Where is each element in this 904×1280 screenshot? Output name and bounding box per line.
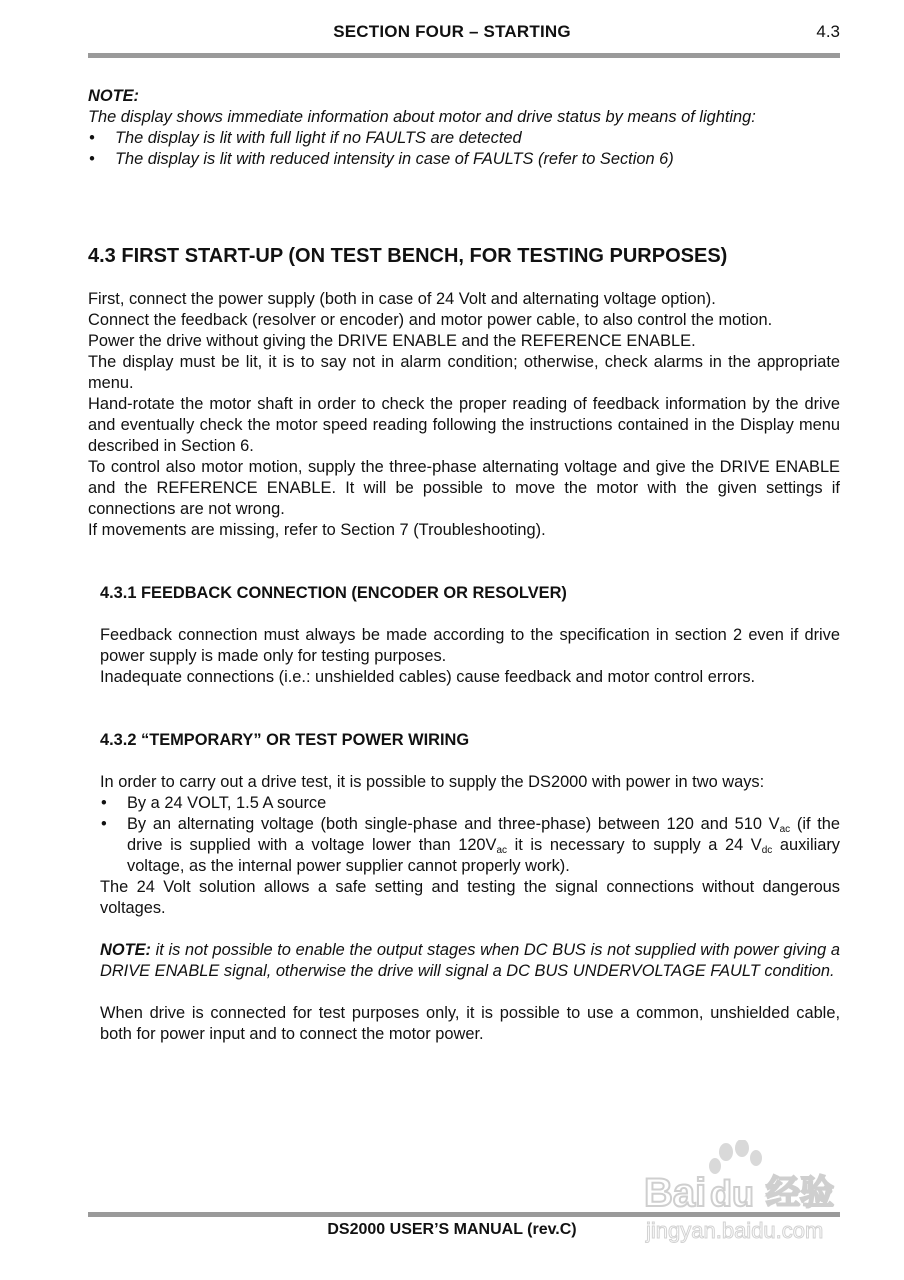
bullet-text: auxiliary voltage, as the internal power supplier cannot properly work). — [127, 836, 840, 875]
note-bullet: • The display is lit with reduced intensity in case of FAULTS (refer to Section 6) — [88, 149, 840, 170]
subscript: ac — [496, 845, 508, 856]
note-label: NOTE: — [88, 87, 139, 105]
subsection-heading-4-3-2: 4.3.2 “TEMPORARY” OR TEST POWER WIRING — [100, 731, 470, 749]
bullet-text: it is necessary to supply a 24 V — [507, 836, 762, 854]
paragraph: To control also motor motion, supply the three-phase alternating voltage and give the DRIVE ENABLE and the REFERENCE ENABLE. It will be possible to move the motor with the given settings if connections are not wrong. — [88, 458, 840, 518]
note-bullet: • The display is lit with full light if no FAULTS are detected — [88, 128, 840, 149]
note-block — [88, 86, 840, 170]
paw-icon — [709, 1140, 762, 1174]
watermark-url: jingyan.baidu.com — [646, 1218, 824, 1243]
paragraph: Inadequate connections (i.e.: unshielded cables) cause feedback and motor control errors. — [100, 668, 756, 686]
subsection-4-3-1 — [88, 583, 840, 688]
watermark-brand-paw: du — [710, 1173, 754, 1214]
page-number: 4.3 — [816, 22, 840, 41]
page-footer: DS2000 USER’S MANUAL (rev.C) — [327, 1221, 577, 1238]
subscript: dc — [761, 845, 773, 856]
paragraph: The 24 Volt solution allows a safe setting and testing the signal connections without dangerous voltages. — [100, 878, 840, 917]
bullet-text: By an alternating voltage (both single-phase and three-phase) between 120 and 510 V — [127, 815, 780, 833]
paragraph: When drive is connected for test purposes only, it is possible to use a common, unshielded cable, both for power input and to connect the motor power. — [100, 1004, 840, 1043]
paragraph: First, connect the power supply (both in case of 24 Volt and alternating voltage option). — [88, 290, 716, 308]
header-rule — [88, 53, 840, 58]
note-bullet-list — [88, 128, 840, 170]
note-intro: The display shows immediate information about motor and drive status by means of lighting: — [88, 108, 756, 126]
paragraph: The display must be lit, it is to say not in alarm condition; otherwise, check alarms in the appropriate menu. — [88, 353, 840, 392]
power-options-list — [100, 793, 840, 877]
watermark-cn: 经验 — [766, 1173, 834, 1213]
note-paragraph — [100, 940, 840, 982]
paragraph: Connect the feedback (resolver or encoder) and motor power cable, to also control the motion. — [88, 311, 773, 329]
paragraph: In order to carry out a drive test, it is possible to supply the DS2000 with power in two ways: — [100, 773, 765, 791]
bullet-text: (if the drive is supplied with a voltage lower than 120V — [127, 815, 840, 854]
paragraph: Feedback connection must always be made according to the specification in section 2 even if drive power supply is made only for testing purposes. — [100, 626, 840, 665]
paragraph: If movements are missing, refer to Section 7 (Troubleshooting). — [88, 521, 546, 539]
baidu-watermark — [640, 1140, 852, 1250]
section-4-3-body — [88, 289, 840, 541]
page-content — [88, 86, 840, 1045]
paragraph: Power the drive without giving the DRIVE ENABLE and the REFERENCE ENABLE. — [88, 332, 696, 350]
subsection-heading-4-3-1: 4.3.1 FEEDBACK CONNECTION (ENCODER OR RESOLVER) — [100, 584, 567, 602]
subsection-4-3-1-body — [100, 625, 840, 688]
watermark-brand: Bai — [644, 1171, 707, 1215]
page-header-title: SECTION FOUR – STARTING — [333, 22, 571, 41]
note-text: it is not possible to enable the output stages when DC BUS is not supplied with power giving a DRIVE ENABLE signal, otherwise the drive will signal a DC BUS UNDERVOLTAGE FAULT condition. — [100, 941, 840, 980]
power-option-bullet: • By a 24 VOLT, 1.5 A source — [100, 793, 840, 814]
section-heading-4-3: 4.3 FIRST START-UP (ON TEST BENCH, FOR TESTING PURPOSES) — [88, 245, 728, 267]
note-label: NOTE: — [100, 941, 151, 959]
power-option-bullet — [100, 814, 840, 877]
subsection-4-3-2 — [88, 730, 840, 1045]
subscript: ac — [779, 824, 791, 835]
paragraph: Hand-rotate the motor shaft in order to check the proper reading of feedback information by the drive and eventually check the motor speed reading following the instructions contained in the Display menu described in Section 6. — [88, 395, 840, 455]
